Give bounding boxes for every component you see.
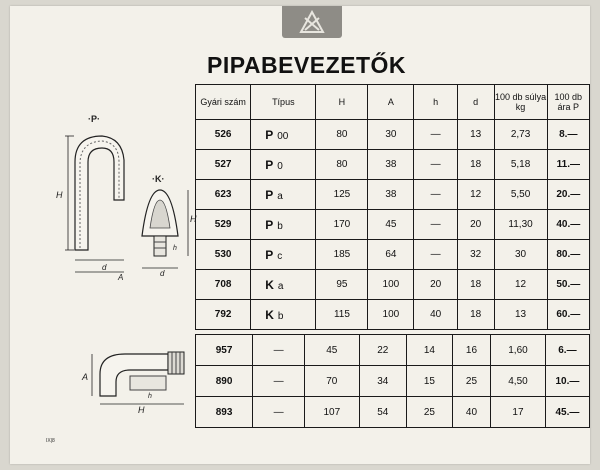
table-cell: —: [414, 210, 457, 240]
code-cell: 527: [196, 150, 251, 180]
table-cell: 54: [359, 397, 407, 428]
code-cell: 526: [196, 120, 251, 150]
table-cell: 1,60: [491, 335, 546, 366]
code-cell: 893: [196, 397, 253, 428]
type-cell: —: [253, 335, 305, 366]
table-cell: 20: [414, 270, 457, 300]
type-cell: [251, 150, 316, 180]
type-suffix: a: [277, 280, 284, 292]
header-cell: d: [457, 85, 494, 120]
table-row: [196, 397, 590, 428]
table-row: [196, 300, 590, 330]
table-cell: 40: [414, 300, 457, 330]
table-cell: 18: [457, 300, 494, 330]
table-cell: 95: [316, 270, 368, 300]
table-cell: 11,30: [494, 210, 547, 240]
table-cell: 125: [316, 180, 368, 210]
pipe-p-k-drawing: [30, 110, 200, 282]
type-suffix: b: [277, 220, 283, 232]
type-letter: K: [265, 307, 274, 322]
table-cell: 18: [457, 150, 494, 180]
type-cell: —: [253, 366, 305, 397]
table-cell: 34: [359, 366, 407, 397]
price-cell: 6.—: [545, 335, 589, 366]
svg-text:h: h: [173, 245, 177, 252]
elbow-drawing: [70, 346, 200, 416]
price-cell: 80.—: [547, 240, 589, 270]
price-cell: 20.—: [547, 180, 589, 210]
label-p: ·P·: [88, 114, 100, 124]
header-row: [196, 85, 590, 120]
table-cell: 45: [368, 210, 414, 240]
table-cell: 25: [452, 366, 490, 397]
table-row: [196, 120, 590, 150]
pipe-table-1: [195, 84, 590, 330]
code-cell: 623: [196, 180, 251, 210]
table-row: [196, 210, 590, 240]
price-cell: 50.—: [547, 270, 589, 300]
table-cell: 17: [491, 397, 546, 428]
page-footer: IX|8: [46, 438, 55, 444]
table-cell: 5,50: [494, 180, 547, 210]
svg-text:A: A: [82, 372, 89, 382]
type-letter: P: [265, 187, 274, 202]
table-cell: 22: [359, 335, 407, 366]
page-title: PIPABEVEZETŐK: [207, 52, 407, 78]
type-cell: [251, 240, 316, 270]
table-cell: —: [414, 240, 457, 270]
svg-text:d: d: [160, 269, 165, 278]
table-row: [196, 270, 590, 300]
table-cell: 15: [407, 366, 453, 397]
table-cell: 5,18: [494, 150, 547, 180]
table-cell: 40: [452, 397, 490, 428]
code-cell: 792: [196, 300, 251, 330]
type-cell: [251, 300, 316, 330]
table-cell: —: [414, 180, 457, 210]
svg-text:h: h: [148, 393, 152, 400]
table-cell: 13: [494, 300, 547, 330]
type-suffix: c: [277, 250, 283, 262]
table-cell: 70: [305, 366, 359, 397]
svg-text:H: H: [190, 214, 197, 224]
table-cell: 32: [457, 240, 494, 270]
catalog-page: [10, 6, 590, 464]
table-cell: 18: [457, 270, 494, 300]
svg-text:d: d: [102, 263, 107, 272]
header-cell: H: [316, 85, 368, 120]
code-cell: 529: [196, 210, 251, 240]
header-cell: 100 db ára P: [547, 85, 589, 120]
header-cell: h: [414, 85, 457, 120]
type-letter: P: [265, 217, 274, 232]
pipe-table-2: [195, 334, 590, 428]
table-cell: 80: [316, 150, 368, 180]
table-cell: 12: [457, 180, 494, 210]
price-cell: 11.—: [547, 150, 589, 180]
table-cell: 170: [316, 210, 368, 240]
table-cell: —: [414, 120, 457, 150]
type-letter: K: [265, 277, 274, 292]
price-cell: 8.—: [547, 120, 589, 150]
svg-text:·K·: ·K·: [152, 174, 165, 184]
table-cell: 20: [457, 210, 494, 240]
table-cell: 64: [368, 240, 414, 270]
table-cell: 100: [368, 300, 414, 330]
type-suffix: 0: [277, 160, 283, 172]
code-cell: 890: [196, 366, 253, 397]
table-cell: 30: [368, 120, 414, 150]
table-cell: 16: [452, 335, 490, 366]
type-suffix: 00: [277, 130, 289, 142]
code-cell: 708: [196, 270, 251, 300]
type-suffix: b: [277, 310, 284, 322]
table-cell: 38: [368, 150, 414, 180]
table-cell: 80: [316, 120, 368, 150]
table-cell: 2,73: [494, 120, 547, 150]
table-cell: 13: [457, 120, 494, 150]
table-cell: 107: [305, 397, 359, 428]
table-cell: —: [414, 150, 457, 180]
svg-text:A: A: [118, 273, 124, 282]
table-cell: 38: [368, 180, 414, 210]
code-cell: 957: [196, 335, 253, 366]
table-cell: 115: [316, 300, 368, 330]
type-letter: P: [265, 247, 274, 262]
type-cell: [251, 180, 316, 210]
table-row: [196, 150, 590, 180]
price-cell: 45.—: [545, 397, 589, 428]
price-cell: 60.—: [547, 300, 589, 330]
table-cell: 14: [407, 335, 453, 366]
svg-text:H: H: [56, 190, 63, 200]
table-cell: 100: [368, 270, 414, 300]
type-cell: [251, 270, 316, 300]
table-cell: 45: [305, 335, 359, 366]
table-cell: 25: [407, 397, 453, 428]
type-letter: P: [265, 157, 274, 172]
table-cell: 30: [494, 240, 547, 270]
price-cell: 10.—: [545, 366, 589, 397]
table-cell: 185: [316, 240, 368, 270]
header-cell: 100 db súlya kg: [494, 85, 547, 120]
type-cell: —: [253, 397, 305, 428]
table-row: [196, 180, 590, 210]
svg-text:H: H: [138, 405, 145, 415]
table-cell: 12: [494, 270, 547, 300]
type-cell: [251, 210, 316, 240]
publisher-logo: [282, 6, 342, 38]
code-cell: 530: [196, 240, 251, 270]
header-cell: Gyári szám: [196, 85, 251, 120]
price-cell: 40.—: [547, 210, 589, 240]
header-cell: Típus: [251, 85, 316, 120]
type-cell: [251, 120, 316, 150]
header-cell: A: [368, 85, 414, 120]
table-row: [196, 240, 590, 270]
table-cell: 4,50: [491, 366, 546, 397]
table-row: [196, 366, 590, 397]
type-suffix: a: [277, 190, 283, 202]
type-letter: P: [265, 127, 274, 142]
table-row: [196, 335, 590, 366]
